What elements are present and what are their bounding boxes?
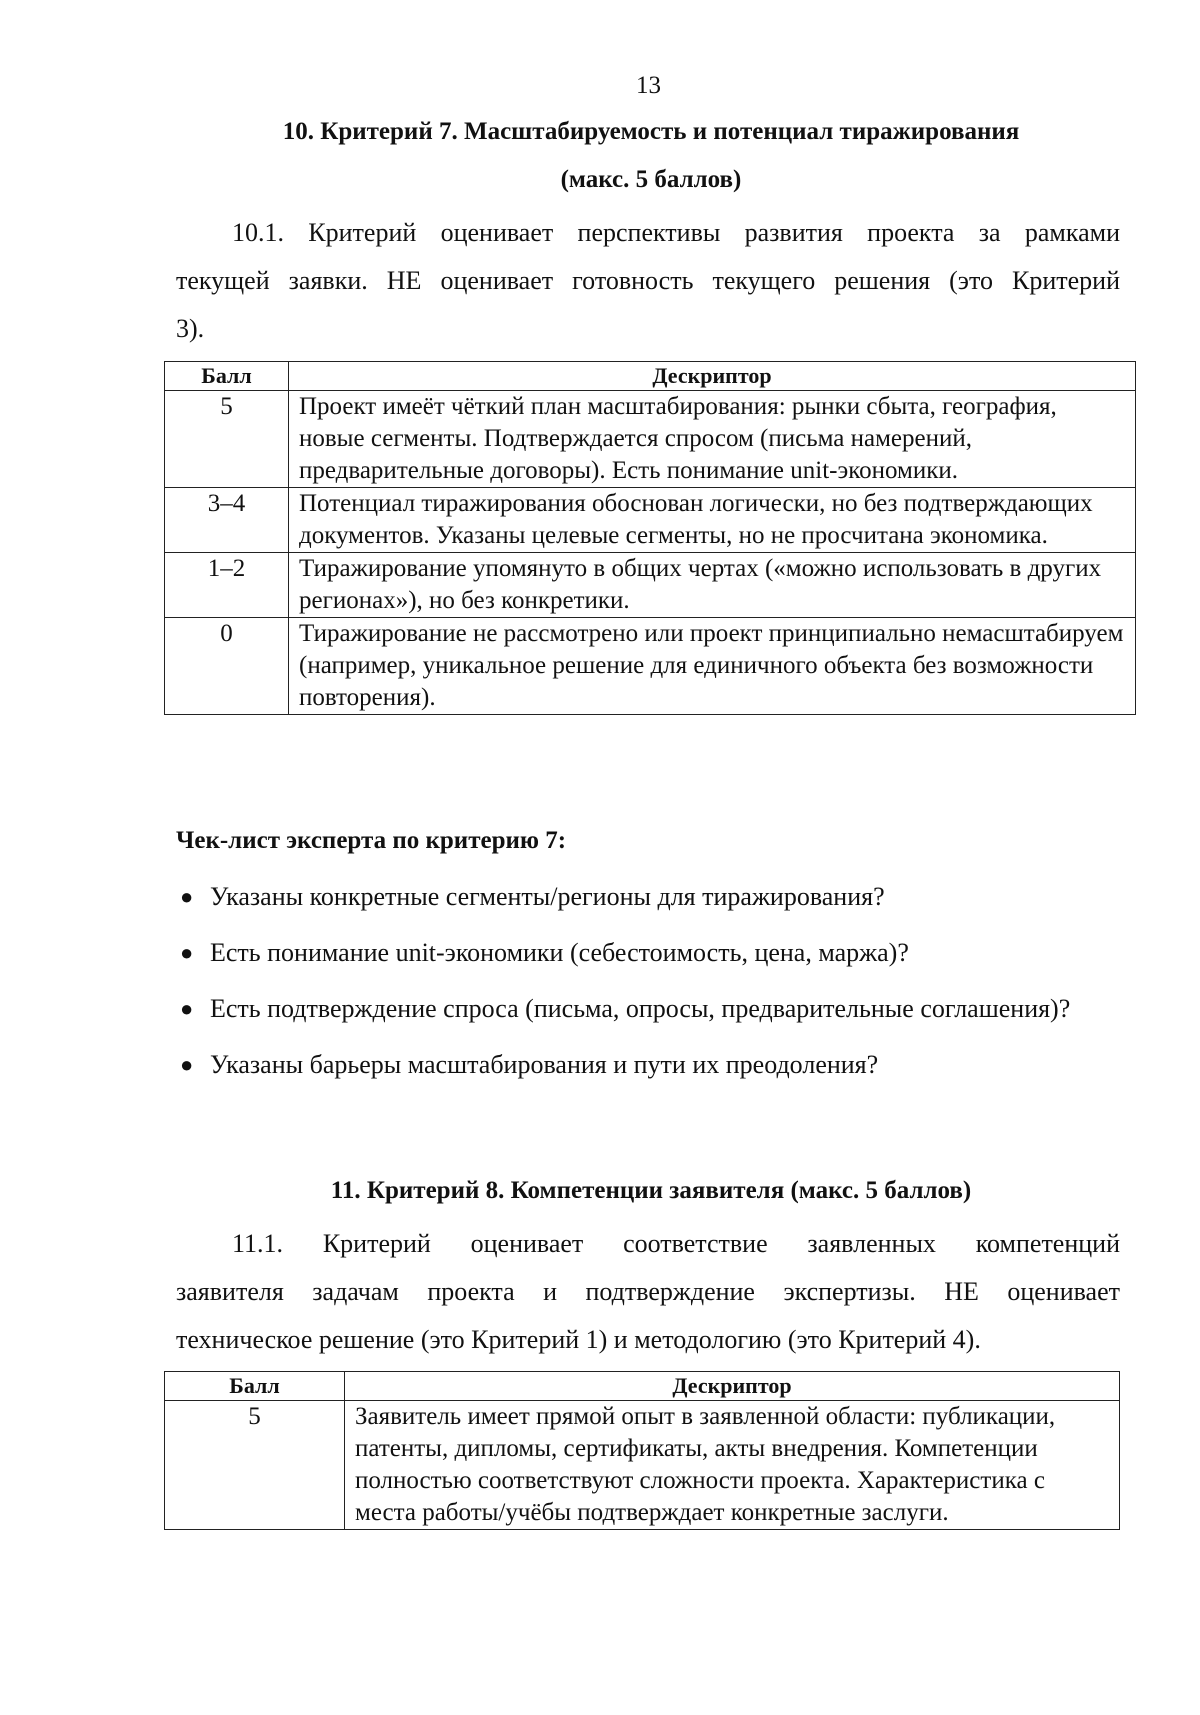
table-row: [165, 1401, 1120, 1530]
descriptor-cell: Тиражирование не рассмотрено или проект принципиально немасштабируем (например, уникальное решение для единичного объекта без возможности повторения).: [289, 618, 1136, 715]
list-item: [176, 1041, 1120, 1089]
score-cell: 3–4: [165, 488, 289, 553]
descriptor-cell: Тиражирование упомянуто в общих чертах («можно использовать в других регионах»), но без конкретики.: [289, 553, 1136, 618]
section10-paragraph: [176, 209, 1120, 353]
table-row: [165, 553, 1136, 618]
list-item-text: Есть понимание unit-экономики (себестоимость, цена, маржа)?: [210, 938, 909, 967]
section10-paragraph-line: 10.1. Критерий оценивает перспективы развития проекта за рамками: [232, 218, 1120, 247]
section11-paragraph: [176, 1220, 1120, 1364]
descriptor-cell: Потенциал тиражирования обоснован логически, но без подтверждающих документов. Указаны целевые сегменты, но не просчитана экономика.: [289, 488, 1136, 553]
section11-paragraph-line: заявителя задачам проекта и подтверждение экспертизы. НЕ оценивает: [176, 1277, 1120, 1306]
list-item-text: Указаны барьеры масштабирования и пути их преодоления?: [210, 1050, 879, 1079]
descriptor-column-header: Дескриптор: [345, 1372, 1120, 1401]
table-row: [165, 391, 1136, 488]
list-item-text: Указаны конкретные сегменты/регионы для тиражирования?: [210, 882, 885, 911]
score-column-header: Балл: [165, 1372, 345, 1401]
descriptor-cell: Проект имеёт чёткий план масштабирования: рынки сбыта, география, новые сегменты. Подтверждается спросом (письма намерений, предварительные договоры). Есть понимание unit-экономики.: [289, 391, 1136, 488]
bullet-icon: ●: [180, 996, 194, 1021]
descriptor-cell: Заявитель имеет прямой опыт в заявленной области: публикации, патенты, дипломы, сертификаты, акты внедрения. Компетенции полностью соответствуют сложности проекта. Характеристика с места работы/учёбы подтверждает конкретные заслуги.: [345, 1401, 1120, 1530]
list-item-text: Есть подтверждение спроса (письма, опросы, предварительные соглашения)?: [210, 994, 1071, 1023]
criterion7-table: [164, 361, 1136, 715]
table-header-row: [165, 362, 1136, 391]
section11-paragraph-line: техническое решение (это Критерий 1) и методологию (это Критерий 4).: [176, 1325, 981, 1354]
section10-title-max-score: (макс. 5 баллов): [560, 166, 742, 193]
list-item: [176, 929, 1120, 977]
section11-paragraph-line: 11.1. Критерий оценивает соответствие заявленных компетенций: [232, 1229, 1120, 1258]
checklist: [176, 873, 1120, 1097]
score-cell: 0: [165, 618, 289, 715]
list-item: [176, 873, 1120, 921]
section10-title: 10. Критерий 7. Масштабируемость и потенциал тиражирования: [282, 118, 1020, 145]
bullet-icon: ●: [180, 884, 194, 909]
section10-paragraph-line: 3).: [176, 314, 205, 343]
criterion8-table: [164, 1371, 1120, 1530]
descriptor-column-header: Дескриптор: [289, 362, 1136, 391]
score-cell: 1–2: [165, 553, 289, 618]
bullet-icon: ●: [180, 940, 194, 965]
list-item: [176, 985, 1120, 1033]
section11-title: 11. Критерий 8. Компетенции заявителя (макс. 5 баллов): [330, 1177, 972, 1204]
table-row: [165, 488, 1136, 553]
page-number: 13: [636, 72, 661, 99]
score-column-header: Балл: [165, 362, 289, 391]
table-row: [165, 618, 1136, 715]
table-header-row: [165, 1372, 1120, 1401]
score-cell: 5: [165, 391, 289, 488]
checklist-title: Чек-лист эксперта по критерию 7:: [176, 827, 567, 854]
bullet-icon: ●: [180, 1052, 194, 1077]
score-cell: 5: [165, 1401, 345, 1530]
section10-paragraph-line: текущей заявки. НЕ оценивает готовность текущего решения (это Критерий: [176, 266, 1120, 295]
